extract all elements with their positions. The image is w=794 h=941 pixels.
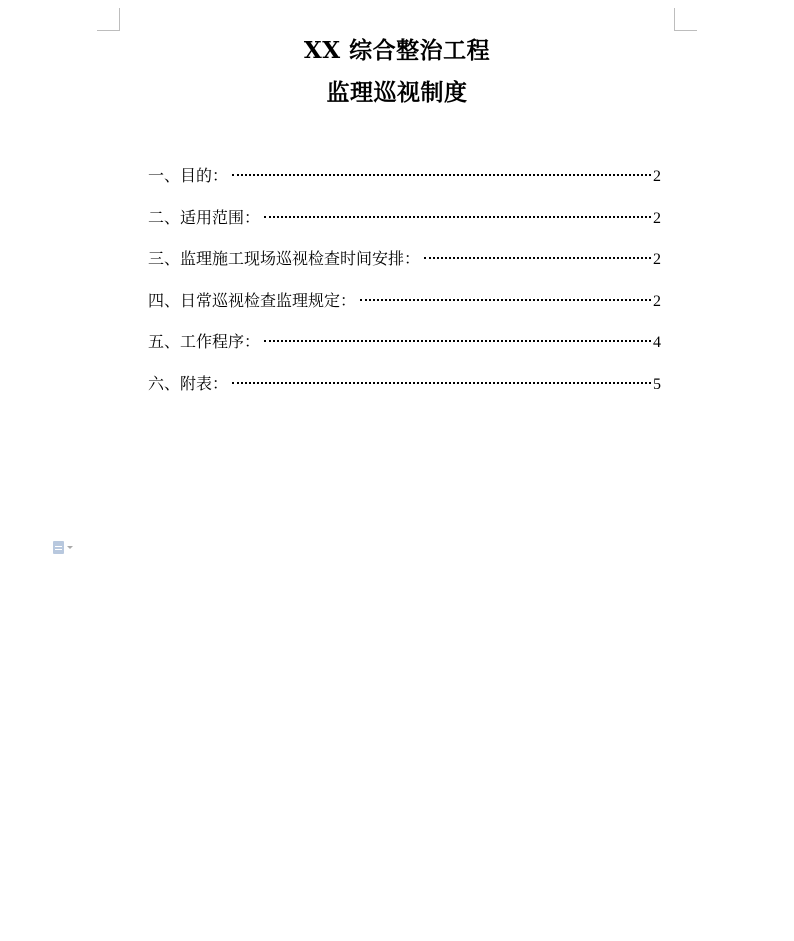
- toc-dot-leader: [264, 216, 651, 218]
- document-icon: [53, 541, 64, 554]
- paste-options-button[interactable]: [53, 541, 73, 554]
- toc-entry[interactable]: [148, 161, 661, 203]
- document-title: XX 综合整治工程: [303, 37, 491, 64]
- toc-entry-label: 三、监理施工现场巡视检查时间安排：: [148, 249, 421, 268]
- table-of-contents: [148, 161, 661, 410]
- toc-entry-page: 2: [653, 251, 661, 268]
- crop-mark-top-right: [674, 8, 697, 31]
- toc-entry-page: 5: [653, 375, 661, 393]
- toc-entry-page: 2: [653, 209, 661, 227]
- document-subtitle: 监理巡视制度: [326, 79, 468, 106]
- toc-entry-page: 2: [653, 168, 661, 185]
- toc-entry[interactable]: [148, 203, 661, 245]
- toc-entry[interactable]: [148, 327, 661, 369]
- toc-entry-label: 四、日常巡视检查监理规定：: [148, 290, 357, 310]
- toc-entry-label: 二、适用范围：: [148, 207, 261, 227]
- toc-entry-page: 2: [653, 292, 661, 310]
- chevron-down-icon: [67, 546, 73, 549]
- toc-entry-label: 一、目的：: [148, 166, 229, 185]
- toc-dot-leader: [264, 340, 651, 342]
- toc-dot-leader: [424, 257, 651, 259]
- toc-entry-label: 六、附表：: [148, 373, 229, 393]
- toc-dot-leader: [232, 382, 651, 384]
- toc-entry-label: 五、工作程序：: [148, 332, 261, 351]
- toc-dot-leader: [232, 174, 651, 176]
- toc-entry[interactable]: [148, 244, 661, 286]
- toc-entry[interactable]: [148, 369, 661, 411]
- toc-entry-page: 4: [653, 334, 661, 351]
- toc-entry[interactable]: [148, 286, 661, 328]
- crop-mark-top-left: [97, 8, 120, 31]
- toc-dot-leader: [360, 299, 651, 301]
